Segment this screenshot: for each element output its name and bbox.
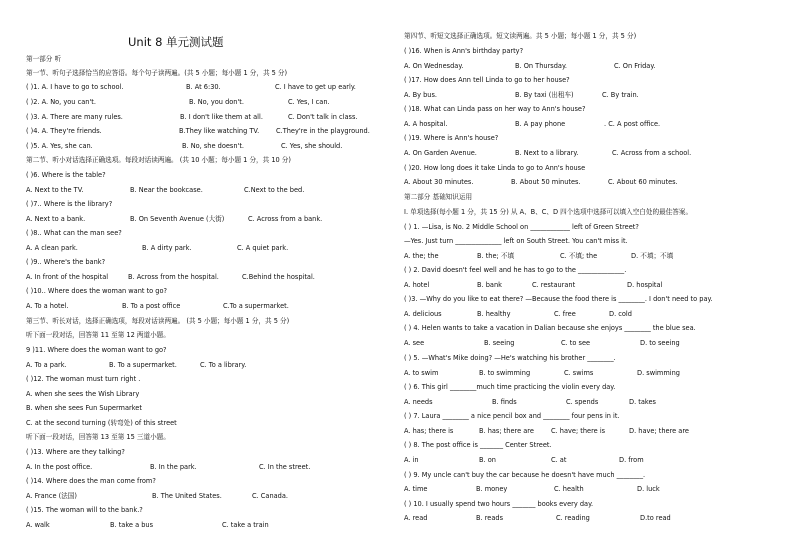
section-5-heading: I. 单项选择(每小题 1 分，共 15 分) 从 A、B、C、D 四个选项中选择可以填入空白处的最佳答案。: [404, 208, 693, 216]
question-13: ( )13. Where are they talking?: [26, 448, 125, 456]
section-2-heading: 第二节、听小对话选择正确选项。每段对话读两遍。 (共 10 小题；每小题 1 分，共 10 分): [26, 156, 291, 164]
question-19: ( )19. Where is Ann's house?: [404, 134, 499, 142]
mcq-8: ( ) 8. The post office is _______ Center Street.: [404, 441, 552, 449]
mcq-9: ( ) 9. My uncle can't buy the car because he doesn't have much ________.: [404, 471, 646, 479]
mcq-1: ( ) 1. —Lisa, is No. 2 Middle School on ____________ left of Green Street?: [404, 223, 639, 231]
part-2-heading: 第二部分 基础知识运用: [404, 193, 473, 201]
section-3-instruction-a: 听下面一段对话，回答第 11 至第 12 两道小题。: [26, 331, 170, 339]
question-10: ( )10.. Where does the woman want to go?: [26, 287, 168, 295]
mcq-3: ( )3. —Why do you like to eat there? —Because the food there is ________. I don't need to pay.: [404, 295, 713, 303]
section-3-heading: 第三节、听长对话，选择正确选项，每段对话读两遍。 (共 5 小题；每小题 1 分，共 5 分): [26, 317, 290, 325]
mcq-10: ( ) 10. I usually spend two hours _______ books every day.: [404, 500, 594, 508]
mcq-6: ( ) 6. This girl ________much time practicing the violin every day.: [404, 383, 616, 391]
question-18: ( )18. What can Linda pass on her way to Ann's house?: [404, 105, 586, 113]
question-20: ( )20. How long does it take Linda to go to Ann's house: [404, 164, 586, 172]
question-8: ( )8.. What can the man see?: [26, 229, 122, 237]
mcq-7: ( ) 7. Laura ________ a nice pencil box and ________ four pens in it.: [404, 412, 620, 420]
mcq-1-continued: —Yes. Just turn ______________ left on South Street. You can't miss it.: [404, 237, 628, 245]
question-14: ( )14. Where does the man come from?: [26, 477, 156, 485]
question-9: ( )9.. Where's the bank?: [26, 258, 106, 266]
question-12-option-c: C. at the second turning (转弯处) of this street: [26, 419, 177, 427]
question-6: ( )6. Where is the table?: [26, 171, 106, 179]
question-12-option-a: A. when she sees the Wish Library: [26, 390, 140, 398]
page-title: Unit 8 单元测试题: [128, 35, 224, 49]
mcq-2: ( ) 2. David doesn't feel well and he has to go to the ______________.: [404, 266, 627, 274]
section-1-heading: 第一节、听句子选择恰当的应答语。每个句子读两遍。(共 5 小题；每小题 1 分，共 5 分): [26, 69, 288, 77]
question-7: ( )7.. Where is the library?: [26, 200, 113, 208]
question-12: ( )12. The woman must turn right .: [26, 375, 141, 383]
mcq-5: ( ) 5. —What's Mike doing? —He's watching his brother ________.: [404, 354, 616, 362]
question-12-option-b: B. when she sees Fun Supermarket: [26, 404, 142, 412]
question-16: ( )16. When is Ann's birthday party?: [404, 47, 524, 55]
section-3-instruction-b: 听下面一段对话，回答第 13 至第 15 三道小题。: [26, 433, 170, 441]
question-11: 9 )11. Where does the woman want to go?: [26, 346, 167, 354]
question-17: ( )17. How does Ann tell Linda to go to her house?: [404, 76, 570, 84]
mcq-4: ( ) 4. Helen wants to take a vacation in Dalian because she enjoys ________ the blue sea.: [404, 324, 696, 332]
part-1-heading: 第一部分 听: [26, 55, 62, 63]
section-4-heading: 第四节、听短文选择正确选项。短文读两遍。共 5 小题；每小题 1 分，共 5 分): [404, 32, 637, 40]
question-15: ( )15. The woman will to the bank.?: [26, 506, 143, 514]
